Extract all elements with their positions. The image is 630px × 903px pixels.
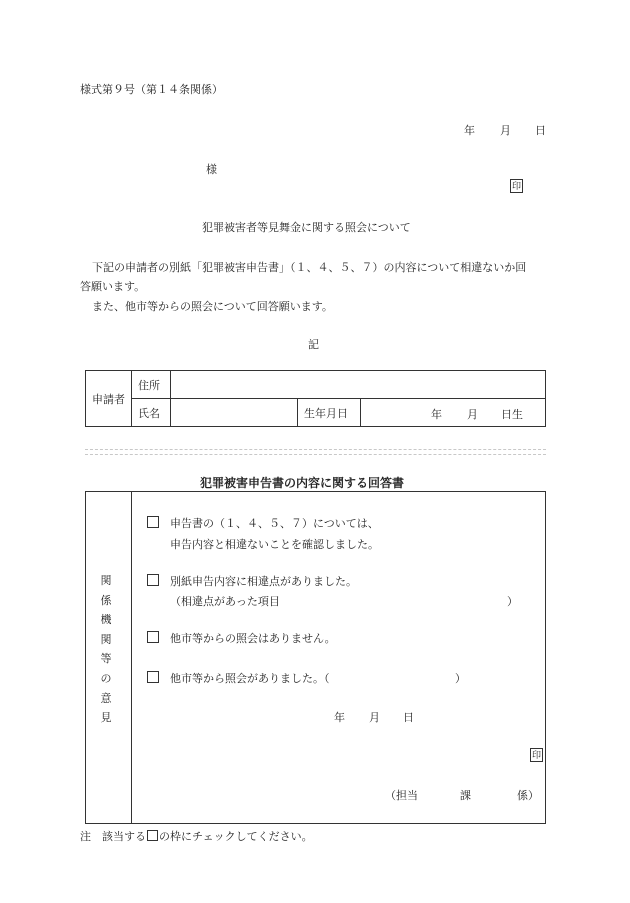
- side-label-char: 等: [100, 652, 112, 665]
- footnote-suffix: の枠にチェックしてください。: [159, 830, 313, 843]
- footnote-prefix: 注 該当する: [80, 830, 146, 843]
- answer-date-year: 年: [334, 711, 345, 724]
- option-1-line-1: 申告書の（１、４、５、７）については、: [170, 517, 379, 530]
- option-4-checkbox[interactable]: [147, 671, 159, 685]
- side-label-char: 意: [100, 692, 112, 705]
- side-label-char: 係: [100, 594, 112, 607]
- option-2-line-2: （相違点があった項目: [170, 595, 280, 608]
- name-label: 氏名: [132, 399, 171, 427]
- side-label-char: の: [100, 672, 112, 685]
- form-number: 様式第９号（第１４条関係）: [80, 83, 223, 96]
- date-month: 月: [500, 124, 511, 137]
- subject: 犯罪被害者等見舞金に関する照会について: [202, 221, 411, 234]
- answer-date-day: 日: [403, 711, 414, 724]
- option-2-line-1: 別紙申告内容に相違点がありました。: [170, 575, 357, 588]
- ki-label: 記: [308, 338, 319, 351]
- birth-month: 月: [467, 408, 478, 421]
- side-label-char: 関: [100, 633, 112, 646]
- option-4-close-paren: ）: [455, 672, 466, 685]
- option-3-text: 他市等からの照会はありません。: [170, 632, 336, 645]
- birthdate-label: 生年月日: [298, 399, 361, 427]
- applicant-label: 申請者: [86, 371, 132, 427]
- body-line-2: 答願います。: [80, 280, 146, 293]
- footnote: [80, 828, 313, 844]
- option-2-close-paren: ）: [507, 595, 518, 608]
- date-day: 日: [535, 124, 546, 137]
- answer-title: 犯罪被害申告書の内容に関する回答書: [200, 476, 405, 490]
- birthdate-field[interactable]: [361, 399, 546, 427]
- addressee: 様: [206, 163, 217, 176]
- separator-line: [85, 449, 546, 455]
- date-year: 年: [464, 124, 475, 137]
- applicant-table: [85, 370, 546, 427]
- body-line-1: 下記の申請者の別紙「犯罪被害申告書」（１、４、５、７）の内容について相違ないか回: [92, 261, 527, 274]
- answer-date-month: 月: [369, 711, 380, 724]
- answer-seal-stamp: 印: [530, 748, 543, 762]
- side-label-char: 機: [100, 613, 112, 626]
- birth-year: 年: [431, 408, 442, 421]
- contact-section: 課: [460, 789, 471, 802]
- option-1-line-2: 申告内容と相違ないことを確認しました。: [170, 538, 379, 551]
- contact-label: （担当: [385, 789, 418, 802]
- address-label: 住所: [132, 371, 171, 399]
- side-label-char: 関: [100, 574, 112, 587]
- option-3-checkbox[interactable]: [147, 631, 159, 645]
- address-field[interactable]: [171, 371, 546, 399]
- checkbox-icon: [147, 830, 158, 841]
- contact-unit: 係）: [517, 789, 539, 802]
- option-1-checkbox[interactable]: [147, 516, 159, 530]
- name-field[interactable]: [171, 399, 298, 427]
- option-2-checkbox[interactable]: [147, 574, 159, 588]
- option-4-text: 他市等から照会がありました。（: [170, 672, 330, 685]
- seal-stamp: 印: [510, 179, 523, 193]
- birth-day: 日生: [501, 408, 523, 421]
- body-line-3: また、他市等からの照会について回答願います。: [92, 300, 333, 313]
- side-label-char: 見: [100, 711, 112, 724]
